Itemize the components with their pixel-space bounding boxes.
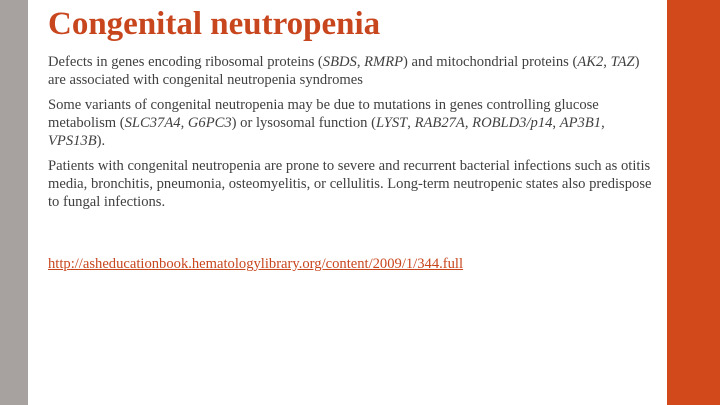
paragraph-infections: Patients with congenital neutropenia are prone to severe and recurrent bacterial infections such as otitis media, bronchitis, pneumonia, osteomyelitis, or cellulitis. Long-term neutropenic states also predispose to fungal infections. bbox=[48, 158, 652, 210]
gene-ak2: AK2 bbox=[577, 54, 604, 70]
p1-text-2: ) and mitochondrial proteins ( bbox=[403, 54, 578, 70]
gene-slc37a4: SLC37A4 bbox=[124, 115, 181, 131]
p1-text-1: Defects in genes encoding ribosomal proteins ( bbox=[48, 54, 323, 70]
slide-title: Congenital neutropenia bbox=[48, 6, 381, 42]
gene-sbds: SBDS bbox=[322, 54, 357, 70]
gene-lyst: LYST bbox=[375, 115, 408, 131]
separator: , bbox=[356, 54, 365, 70]
separator: , bbox=[407, 115, 415, 131]
separator: , bbox=[552, 115, 560, 131]
p2-text-2: ) or lysosomal function ( bbox=[231, 115, 376, 131]
right-accent-bar bbox=[667, 0, 720, 405]
paragraph-ribosomal-mitochondrial bbox=[48, 53, 658, 89]
gene-rab27a: RAB27A bbox=[414, 115, 465, 131]
separator: , bbox=[601, 115, 605, 131]
separator: , bbox=[180, 115, 188, 131]
gene-ap3b1: AP3B1 bbox=[559, 115, 602, 131]
p2-text-3: ). bbox=[96, 133, 106, 149]
gene-g6pc3: G6PC3 bbox=[187, 115, 232, 131]
paragraph-metabolism-lysosomal bbox=[48, 96, 658, 150]
gene-robld3-p14: ROBLD3/p14 bbox=[472, 115, 553, 131]
gene-taz: TAZ bbox=[610, 54, 635, 70]
separator: , bbox=[464, 115, 473, 131]
reference-link[interactable]: http://asheducationbook.hematologylibrary.org/content/2009/1/344.full bbox=[48, 256, 464, 272]
p2-text-1: Some variants of congenital neutropenia may be due to mutations in genes controlling glucose metabolism ( bbox=[48, 97, 599, 131]
slide-body bbox=[48, 53, 658, 211]
p1-text-3: ) are associated with congenital neutropenia syndromes bbox=[48, 54, 640, 88]
gene-vps13b: VPS13B bbox=[48, 133, 97, 149]
gene-rmrp: RMRP bbox=[364, 54, 404, 70]
separator: , bbox=[603, 54, 611, 70]
left-accent-bar bbox=[0, 0, 28, 405]
